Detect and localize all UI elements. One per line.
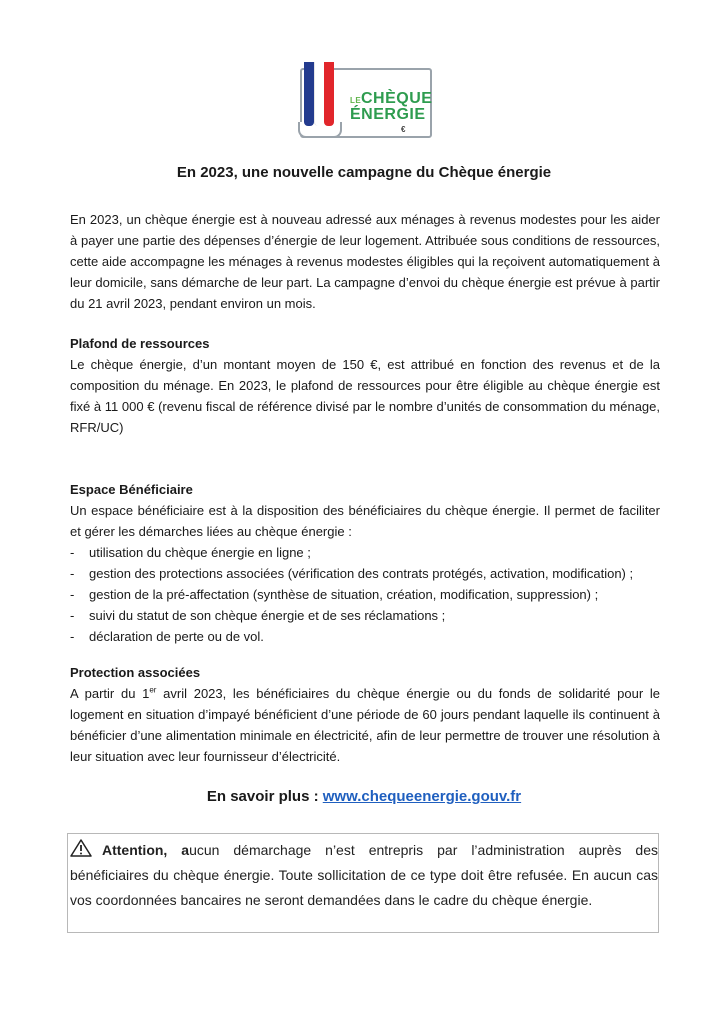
intro-paragraph: En 2023, un chèque énergie est à nouveau adressé aux ménages à revenus modestes pour les aider à payer une partie des dépenses d’énergie de leur logement. Attribuée sous conditions de ressources, cette aide accompagne les ménages à revenus modestes éligibles qui la reçoivent automatiquement à leur domicile, sans démarche de leur part. La campagne d’envoi du chèque énergie est prévue à partir du 21 avril 2023, pendant environ un mois. [70, 212, 660, 311]
list-dash: - [70, 629, 75, 644]
espace-heading: Espace Bénéficiaire [70, 482, 193, 497]
warning-box [67, 833, 659, 933]
protection-section [70, 662, 660, 767]
list-item [70, 563, 660, 584]
warning-paragraph [70, 838, 658, 913]
warning-bold-lead: Attention, a [102, 842, 190, 858]
list-dash: - [70, 608, 75, 623]
logo-text-energie: ÉNERGIE [350, 106, 426, 123]
page-title: En 2023, une nouvelle campagne du Chèque énergie [176, 164, 552, 181]
warning-triangle-icon [70, 839, 92, 857]
list-item [70, 584, 660, 605]
plafond-section [70, 333, 660, 438]
list-item-text: suivi du statut de son chèque énergie et de ses réclamations ; [89, 608, 446, 623]
logo-flag-blue-stripe [304, 62, 314, 126]
cheque-energie-logo [298, 62, 434, 140]
warning-text: ucun démarchage n’est entrepris par l’administration auprès des bénéficiaires du chèque énergie. Toute sollicitation de ce type doit être refusée. En aucun cas vos coordonnées bancaires ne seront demandées dans le cadre du chèque énergie. [70, 842, 658, 908]
learn-more-label: En savoir plus : [206, 788, 323, 805]
plafond-paragraph: Le chèque énergie, d’un montant moyen de 150 €, est attribué en fonction des revenus et de la composition du ménage. En 2023, le plafond de ressources pour être éligible au chèque énergie est fixé à 11 000 € (revenu fiscal de référence divisé par le nombre d’unités de consommation du ménage, RFR/UC) [70, 357, 660, 435]
protection-ordinal-sup: er [149, 685, 157, 695]
logo-flag-red-stripe [324, 62, 334, 126]
protection-text-start: A partir du 1 [70, 686, 150, 701]
logo-text-le: LE [350, 96, 362, 105]
list-item-text: déclaration de perte ou de vol. [89, 629, 264, 644]
espace-paragraph: Un espace bénéficiaire est à la disposition des bénéficiaires du chèque énergie. Il permet de faciliter et gérer les démarches liées au chèque énergie : [70, 503, 660, 539]
learn-more-line [0, 788, 728, 805]
website-link[interactable]: www.chequeenergie.gouv.fr [322, 788, 522, 805]
list-item [70, 605, 660, 626]
espace-feature-list [70, 542, 660, 647]
list-item [70, 542, 660, 563]
espace-section [70, 479, 660, 647]
list-dash: - [70, 566, 75, 581]
list-dash: - [70, 545, 75, 560]
list-dash: - [70, 587, 75, 602]
list-item [70, 626, 660, 647]
logo-text-cheque: CHÈQUE [361, 90, 433, 107]
list-item-text: gestion de la pré-affectation (synthèse de situation, création, modification, suppression) ; [89, 587, 599, 602]
protection-paragraph [70, 683, 660, 767]
plafond-heading: Plafond de ressources [70, 336, 210, 351]
list-item-text: utilisation du chèque énergie en ligne ; [89, 545, 311, 560]
protection-heading: Protection associées [70, 665, 201, 680]
list-item-text: gestion des protections associées (vérification des contrats protégés, activation, modification) ; [89, 566, 634, 581]
protection-text-rest: avril 2023, les bénéficiaires du chèque énergie ou du fonds de solidarité pour le logement en situation d’impayé bénéficient d’une période de 60 jours pendant laquelle ils continuent à bénéficier d’une alimentation minimale en électricité, afin de leur permettre de trouver une résolution à leur situation avec leur fournisseur d’électricité. [70, 686, 660, 764]
intro-section [70, 209, 660, 314]
logo-euro-sign: € [401, 125, 406, 134]
